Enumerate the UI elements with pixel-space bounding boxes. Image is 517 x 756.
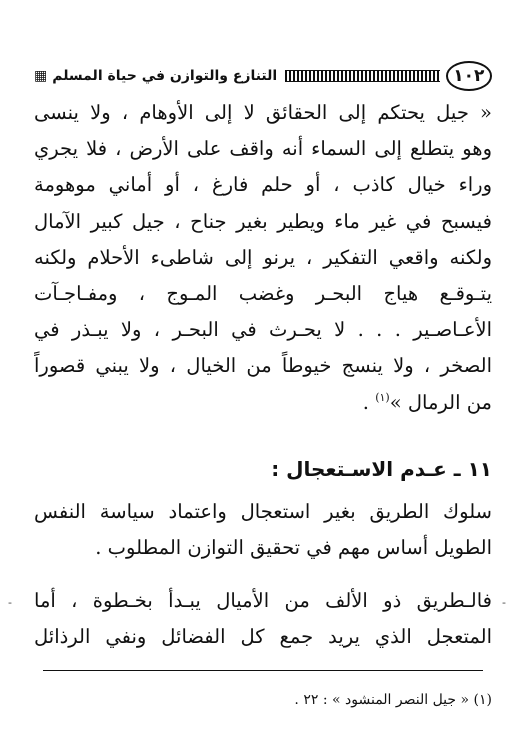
text-fragment: من الرمال » — [389, 390, 492, 414]
edge-mark-right: - — [502, 596, 506, 609]
paragraph-no-haste — [34, 494, 492, 566]
text-fragment: . — [362, 390, 376, 414]
text-line: المتعجل الذي يريد جمع كل الفضائل ونفي الرذائل — [34, 625, 492, 649]
text-line: فالـطريق ذو الألف من الأميال يبـدأ بخـطوة ، أما — [34, 589, 492, 612]
text-line-last — [34, 385, 492, 421]
running-title: التنازع والتوازن في حياة المسلم — [52, 68, 278, 84]
text-line: سلوك الطريق بغير استعجال واعتماد سياسة النفس — [34, 500, 492, 523]
header-ornament-rule — [285, 70, 439, 82]
paragraph-quote — [34, 95, 492, 421]
text-line: وراء خيال كاذب ، أو حلم فارغ ، أو أماني موهومة — [34, 173, 492, 197]
header-ornament-icon: ▦ — [34, 68, 47, 84]
footnote-divider — [43, 670, 483, 671]
text-line: وهو يتطلع إلى السماء أنه واقف على الأرض ، فلا يجري — [34, 137, 492, 161]
page-number: ١٠٢ — [453, 66, 485, 86]
text-line: يتـوقـع هياج البحـر وغضب المـوج ، ومفـاجـآت — [34, 281, 492, 305]
text-line: الصخر ، ولا ينسج خيوطاً من الخيال ، ولا يبني قصوراً — [34, 354, 492, 378]
section-heading: ١١ ـ عـدم الاسـتعجال : — [271, 457, 492, 481]
text-line: الأعـاصـير . . . لا يحـرث في البحـر ، ولا يبـذر في — [34, 318, 492, 342]
footnote-reference: (١) — [375, 390, 390, 404]
edge-mark-left: - — [8, 596, 12, 609]
footnote: (١) « جيل النصر المنشود » : ٢٢ . — [294, 692, 492, 708]
page-number-badge — [446, 61, 492, 91]
paragraph-thousand-miles — [34, 583, 492, 655]
text-line-last: الطويل أساس مهم في تحقيق التوازن المطلوب . — [95, 536, 492, 560]
page-header — [34, 58, 492, 94]
text-line: « جيل يحتكم إلى الحقائق لا إلى الأوهام ، ولا ينسى — [34, 101, 492, 124]
text-line: فيسبح في غير ماء ويطير بغير جناح ، جيل كبير الآمال — [34, 209, 492, 233]
text-line: ولكنه واقعي التفكير ، يرنو إلى شاطىء الأحلام ولكنه — [34, 245, 492, 269]
